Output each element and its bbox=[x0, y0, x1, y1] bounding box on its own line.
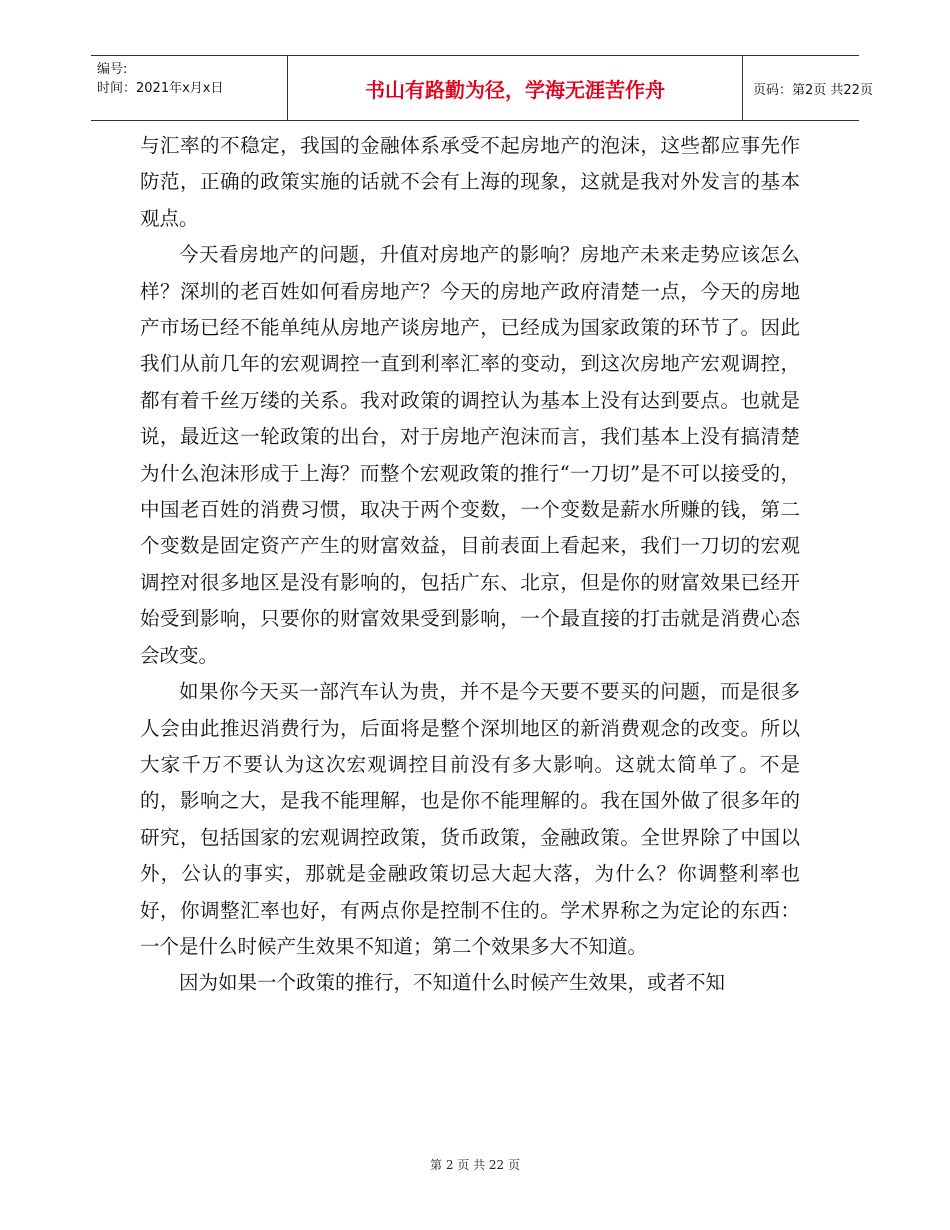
paragraph: 今天看房地产的问题，升值对房地产的影响？房地产未来走势应该怎么样？深圳的老百姓如何看房地产？今天的房地产政府清楚一点，今天的房地产市场已经不能单纯从房地产谈房地产，已经成为国家政策的环节了。因此我们从前几年的宏观调控一直到利率汇率的变动，到这次房地产宏观调控，都有着千丝万缕的关系。我对政策的调控认为基本上没有达到要点。也就是说，最近这一轮政策的出台，对于房地产泡沫而言，我们基本上没有搞清楚为什么泡沫形成于上海？而整个宏观政策的推行“一刀切”是不可以接受的，中国老百姓的消费习惯，取决于两个变数，一个变数是薪水所赚的钱，第二个变数是固定资产产生的财富效益，目前表面上看起来，我们一刀切的宏观调控对很多地区是没有影响的，包括广东、北京，但是你的财富效果已经开始受到影响，只要你的财富效果受到影响，一个最直接的打击就是消费心态会改变。 bbox=[140, 243, 800, 667]
page-header bbox=[91, 55, 873, 121]
paragraph: 因为如果一个政策的推行，不知道什么时候产生效果，或者不知 bbox=[179, 971, 726, 995]
page-number-label: 页码：第2页 共22页 bbox=[753, 82, 873, 98]
page-footer: 第 2 页 共 22 页 bbox=[430, 1158, 520, 1172]
number-label: 编号: bbox=[97, 62, 128, 77]
paragraph: 与汇率的不稳定，我国的金融体系承受不起房地产的泡沫，这些都应事先作防范，正确的政策实施的话就不会有上海的现象，这就是我对外发言的基本观点。 bbox=[140, 134, 800, 230]
motto: 书山有路勤为径，学海无涯苦作舟 bbox=[287, 56, 743, 120]
time-label: 时间：2021年x月x日 bbox=[97, 81, 224, 96]
paragraph: 如果你今天买一部汽车认为贵，并不是今天要不要买的问题，而是很多人会由此推迟消费行为，后面将是整个深圳地区的新消费观念的改变。所以大家千万不要认为这次宏观调控目前没有多大影响。这就太简单了。不是的，影响之大，是我不能理解，也是你不能理解的。我在国外做了很多年的研究，包括国家的宏观调控政策，货币政策，金融政策。全世界除了中国以外，公认的事实，那就是金融政策切忌大起大落，为什么？你调整利率也好，你调整汇率也好，有两点你是控制不住的。学术界称之为定论的东西：一个是什么时候产生效果不知道；第二个效果多大不知道。 bbox=[140, 680, 800, 958]
header-meta bbox=[91, 56, 287, 120]
document-body bbox=[140, 128, 800, 1002]
